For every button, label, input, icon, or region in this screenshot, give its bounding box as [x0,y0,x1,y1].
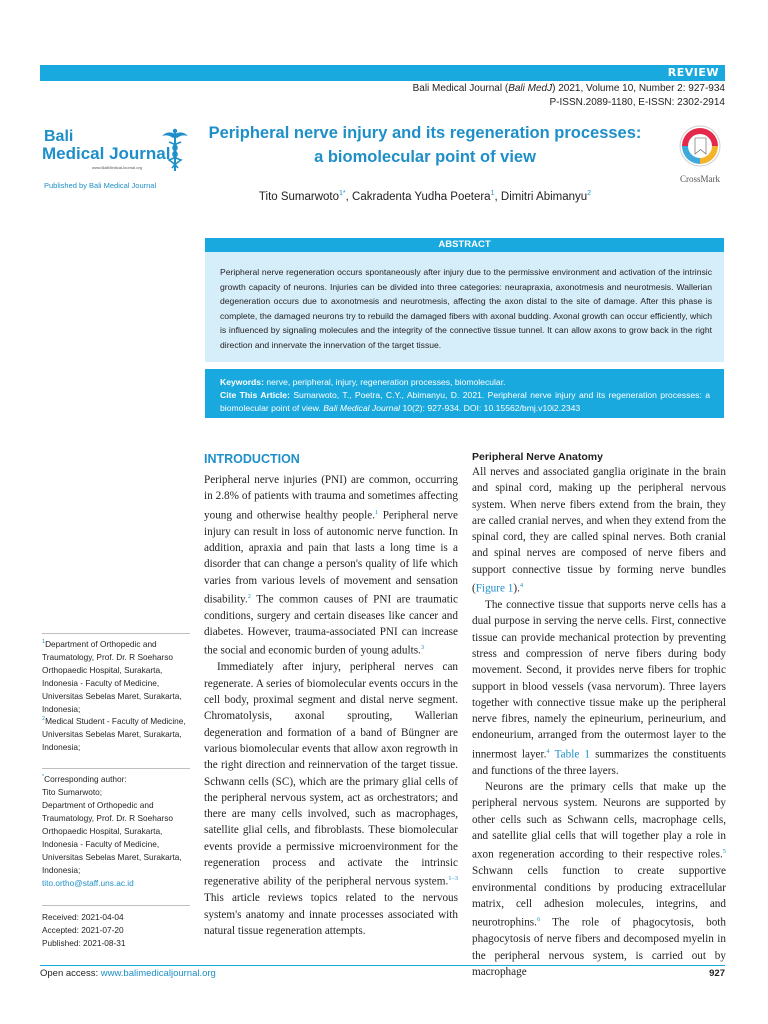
anatomy-heading: Peripheral Nerve Anatomy [472,451,603,463]
table-link[interactable]: Table 1 [554,748,591,761]
section-label: REVIEW [667,66,719,79]
keywords-line: Keywords: nerve, peripheral, injury, regeneration processes, biomolecular. [220,377,506,387]
figure-link[interactable]: Figure 1 [475,582,514,595]
crossmark-badge[interactable] [676,124,724,184]
affiliation-2: $^2$Medical Student - Faculty of Medicine, Universitas Sebelas Maret, Surakarta, Indonesia; [42,715,186,752]
corresponding-author-address: Department of Orthopedic and Traumatology, Prof. Dr. R Soeharso Orthopaedic Hospital, Surakarta, Indonesia - Faculty of Medicine, Universitas Sebelas Maret, Surakarta, Indonesia; [42,799,182,875]
article-title [180,121,670,169]
author-affiliation-sup: 2 [587,190,592,197]
author-name: Tito Sumarwoto [258,190,340,203]
journal-url-link[interactable]: www.balimedicaljournal.org [100,968,216,979]
anatomy-paragraph-2: The connective tissue that supports nerve cells has a dual purpose in serving the nerve cells. First, connective tissue can provide mechanical protection by preventing stress and compression of nerve fibers during body movement. Second, it provides nerve fibers for trophic support in blood vessels (vasa nervorum). Three layers together with connective tissue make up the peripheral nerve fibres, namely the epineurium, perineurium, and endoneurium, arranged from the outermost layer to the innermost layer.$^4$ Table 1 summarizes the constituents and functions of the three layers. [472,599,726,777]
abstract-text: Peripheral nerve regeneration occurs spontaneously after injury due to the permissive environment and activation of the intrinsic growth capacity of neurons. Injuries can be divided into three categories: neurapraxia, axonotmesis and neurotmesis. Wallerian degeneration occurs due to axonotmesis and neurotmesis, affecting the axon distal to the site of damage. After this phase is complete, the damaged neurons try to rebuild the damaged fibers with axonal budding. Axonal growth can occur efficiently, which is influenced by signaling molecules and the integrity of the connective tissue tunnel. It can allow axons to grow back in the right direction and innervate the innervation of the target tissue. [205,252,724,362]
affiliation-divider [42,768,190,769]
author-affiliation-sup: 1* [339,190,346,197]
logo-name-line2: Medical Journal [42,144,171,163]
crossmark-label: CrossMark [680,174,720,184]
logo-name-line1: Bali [44,128,74,145]
journal-citation: Bali Medical Journal (Bali MedJ) 2021, Volume 10, Number 2: 927-934 [412,83,725,94]
reference-link[interactable]: 4 [519,582,524,590]
author-affiliation-sup: 1 [490,190,495,197]
published-date: Published: 2021-08-31 [42,938,126,948]
author-name: Dimitri Abimanyu [500,190,588,203]
introduction-body [204,472,458,939]
anatomy-paragraph-1: All nerves and associated ganglia originate in the brain and spinal cord, making up the peripheral nervous system. When nerve fibers extend from the brain, they are called cranial nerves, and when they extend from the spinal cord, they are called spinal nerves. Both cranial and spinal nerves are composed of nerve fibers and support connective tissue by forming nerve bundles (Figure 1).$^4$ [472,466,726,595]
logo-url: www.BaliMedicalJournal.org [92,165,143,170]
author-list: Tito Sumarwoto$^{1*}$, Cakradenta Yudha Poetera$^1$, Dimitri Abimanyu$^2$ [258,190,592,203]
reference-link[interactable]: 1–3 [448,875,458,883]
keywords-box [205,369,724,418]
reference-link[interactable]: 6 [536,916,541,924]
article-dates [42,911,192,950]
introduction-heading: INTRODUCTION [204,452,300,466]
issn-line: P-ISSN.2089-1180, E-ISSN: 2302-2914 [549,97,725,108]
anatomy-body [472,464,726,980]
anatomy-paragraph-3: Neurons are the primary cells that make up the peripheral nervous system. Neurons are supported by other cells such as Schwann cells, macrophage cells, and satellite glial cells that will together play a role in axon regeneration according to their respective roles.$^5$ Schwann cells function to create supportive environmental conditions by producing extracellular matrix, cell adhesion molecules, integrins, and neurotrophins.$^6$ The role of phagocytosis, both phagocytosis of nerve fibers and decomposed myelin in the peripheral nervous system, is carried out by macrophage [472,781,726,978]
reference-link[interactable]: 5 [722,848,726,856]
crossmark-icon [676,124,724,172]
author-name: Cakradenta Yudha Poetera [352,190,491,203]
accepted-date: Accepted: 2021-07-20 [42,925,124,935]
open-access-line: Open access: www.balimedicaljournal.org [40,968,216,979]
affiliation-1: $^1$Department of Orthopedic and Traumatology, Prof. Dr. R Soeharso Orthopaedic Hospital, Surakarta, Indonesia - Faculty of Medicine, Universitas Sebelas Maret, Surakarta, Indonesia; [42,638,182,714]
title-line1: Peripheral nerve injury and its regeneration processes: [208,124,642,142]
corresponding-author-email[interactable]: tito.ortho@staff.uns.ac.id [42,877,134,888]
affiliation-divider [42,633,190,634]
corresponding-author-name: Tito Sumarwoto; [42,786,103,797]
journal-logo [40,128,190,192]
reference-link[interactable]: 3 [420,644,425,652]
title-line2: a biomolecular point of view [314,148,536,166]
reference-link[interactable]: 2 [247,592,251,600]
section-banner [40,65,725,81]
logo-published-by: Published by Bali Medical Journal [44,181,157,190]
footer-divider [40,965,725,966]
reference-link[interactable]: 1 [375,508,379,516]
corresponding-author: *Corresponding author: Tito Sumarwoto; Department of Orthopedic and Traumatology, Prof. Dr. R Soeharso Orthopaedic Hospital, Surakarta, Indonesia - Faculty of Medicine, Universitas Sebelas Maret, Surakarta, Indonesia; tito.ortho@staff.uns.ac.id [42,771,192,890]
abstract-heading: ABSTRACT [205,238,724,252]
cite-this-article: Cite This Article: Sumarwoto, T., Poetra, C.Y., Abimanyu, D. 2021. Peripheral nerve injury and its regeneration processes: a biomolecular point of view. Bali Medical Journal 10(2): 927-934. DOI: 10.15562/bmj.v10i2.2343 [220,390,710,413]
intro-paragraph-2: Immediately after injury, peripheral nerves can regenerate. A series of biomolecular events occurs in the cell body, proximal segment and distal nerve segment. Chromatolysis, axonal sprouting, Wallerian degeneration and formation of a band of Büngner are various biomolecular events that allow axon regrowth in the right direction and reinnervation of the target tissue. Schwann cells (SC), which are the primary glial cells of the peripheral nervous system, act as orchestrators; and there are many cells involved, such as macrophages, satellite glial cells, and fibroblasts. These biomolecular events provide a permissive microenvironment for the regeneration process and activate the intrinsic regenerative ability of the peripheral nervous system.$^{1-3}$ This article reviews topics related to the nervous system's anatomy and innate processes associated with natural tissue regeneration attempts. [204,661,458,937]
page-number: 927 [709,968,725,979]
reference-link[interactable]: 4 [546,747,550,755]
intro-paragraph-1: Peripheral nerve injuries (PNI) are common, occurring in 2.8% of patients with trauma and sometimes affecting young and otherwise healthy people.$^1$ Peripheral nerve injury can result in loss of autonomic nerve function. In addition, apraxia and pain that lasts a long time is a disorder that can change a person's quality of life which varies from various levels of movement and sensation disability.$^2$ The common causes of PNI are traumatic conditions, surgery and certain diseases like cancer and diabetes. However, trauma-associated PNI can increase the social and economic burden of young adults.$^3$ [204,474,458,658]
affiliation-divider [42,905,190,906]
received-date: Received: 2021-04-04 [42,912,124,922]
